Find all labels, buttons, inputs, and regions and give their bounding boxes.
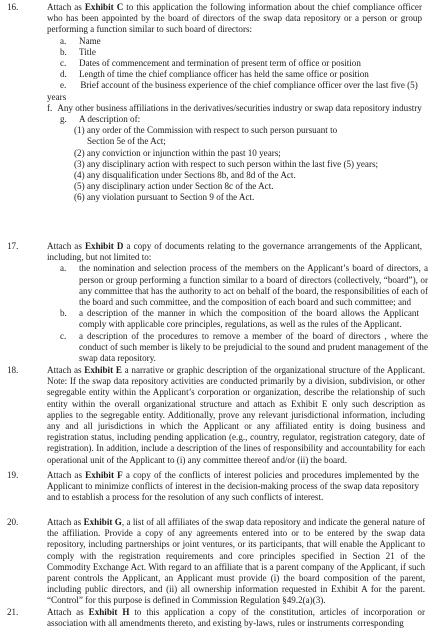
- list-item: [60, 58, 429, 69]
- item-number: 19.: [7, 470, 19, 480]
- list-item: [60, 114, 429, 125]
- list-text: Title: [79, 46, 96, 57]
- paragraph-text: , a list of all affiliates of the swap data repository and indicate the general nature of the affiliation. Provide a copy of any agreements entered into or to be entered by the swap data repository, including partnerships or joint ventures, or its participants, that will enable the Applicant to comply with the registration requirements and core principles specified in Section 21 of the Commodity Exchange Act. With regard to an affiliate that is a parent company of the Applicant, if such parent controls the Applicant, an Applicant must provide (i) the board composition of the parent, including public directors, and (ii) all ownership information requested in Exhibit A for the parent. “Control” for this purpose is defined in Commission Regulation §49.2(a)(3).: [47, 517, 425, 606]
- lead-text: Attach as: [47, 470, 86, 480]
- list-text: (3) any disciplinary action with respect to such person within the last five (5) years;: [74, 158, 379, 169]
- item-paragraph: [47, 517, 425, 607]
- list-item: [47, 103, 429, 114]
- list-text: (1) any order of the Commission with respect to such person pursuant to Section 5e of the Act;: [74, 125, 338, 147]
- item-body: [47, 470, 429, 504]
- exhibit-label: Exhibit C: [84, 2, 124, 12]
- list-text: Any other business affiliations in the derivatives/securities industry or swap data repository industry: [57, 102, 422, 113]
- paragraph-text: a copy of documents relating to the governance arrangements of the Applicant, including, but not limited to:: [47, 241, 422, 263]
- list-label: d.: [60, 69, 67, 80]
- item-paragraph: [47, 607, 425, 629]
- list-label: b.: [60, 308, 67, 319]
- list-item: [60, 263, 429, 308]
- list-item: [60, 69, 429, 80]
- paragraph-text: to this application the following information about the chief compliance officer who has been appointed by the board of directors of the swap data repository or a person or group performing a function similar to such board of directors:: [47, 2, 422, 35]
- item-number: 17.: [7, 241, 19, 251]
- exhibit-label: Exhibit D: [84, 241, 124, 251]
- paragraph-text: a copy of the conflicts of interest policies and procedures implemented by the Applicant to minimize conflicts of interest in the decision-making process of the swap data repository and to establish a process for the resolution of any such conflicts of interest.: [47, 470, 420, 503]
- list-text: Brief account of the business experience of the chief compliance officer over the last five (5) years: [47, 80, 418, 102]
- lead-text: Attach as: [47, 607, 89, 617]
- list-text: (5) any disciplinary action under Section 8c of the Act.: [74, 181, 274, 192]
- lead-text: Attach as: [47, 517, 84, 527]
- item-body: [47, 607, 429, 629]
- lead-text: Attach as: [47, 2, 85, 12]
- list-text: a description of the manner in which the composition of the board allows the Applicant comply with applicable core principles, regulations, as well as the rules of the Applicant.: [79, 308, 419, 330]
- item-number: 16.: [7, 2, 19, 12]
- list-label: g.: [60, 114, 67, 125]
- item-body: [47, 241, 429, 364]
- list-text: Length of time the chief compliance officer has held the same office or position: [79, 69, 369, 80]
- list-item: [60, 36, 429, 47]
- item-number: 20.: [7, 517, 19, 527]
- list-item: [60, 308, 429, 330]
- item-paragraph: [47, 365, 425, 466]
- list-label: c.: [60, 330, 67, 341]
- exhibit-label: Exhibit G: [83, 517, 122, 527]
- list-text: (2) any conviction or injunction within the past 10 years;: [74, 147, 281, 158]
- item-paragraph: [47, 241, 422, 263]
- list-text: (6) any violation pursuant to Section 9 of the Act.: [74, 192, 255, 203]
- paragraph-text: a narrative or graphic description of the organizational structure of the Applicant. Note: If the swap data repository activities are conducted primarily by a division, subdivision, or other segregable entity within the Applicant’s corporation or organization, describe the relationship of such entity within the overall organizational structure and attach as Exhibit E only such description as applies to the segregable entity. Additionally, prove any relevant jurisdictional information, including any and all jurisdictions in which the Applicant or any affiliated entity is doing business and registration status, including pending application (e.g., country, regulator, registration category, date of registration). In addition, include a description of the lines of responsibility and accountability for each operational unit of the Applicant to (i) any committee thereof and/or (ii) the board.: [47, 365, 425, 465]
- exhibit-label: Exhibit E: [84, 365, 122, 375]
- list-label: b.: [60, 46, 67, 57]
- list-text: a description of the procedures to remove a member of the board of directors , where the conduct of such member is likely to be prejudicial to the sound and prudent management of the swap data repository.: [79, 330, 428, 364]
- list-text: (4) any disqualification under Sections 8b, and 8d of the Act.: [74, 170, 296, 181]
- list-item: [60, 331, 429, 365]
- item-paragraph: [47, 2, 422, 36]
- lead-text: Attach as: [47, 241, 85, 251]
- list-label: a.: [60, 35, 67, 46]
- list-label: f.: [47, 102, 53, 113]
- exhibit-label: Exhibit F: [85, 470, 123, 480]
- list-text: A description of:: [79, 114, 141, 125]
- item-body: [47, 2, 429, 204]
- item-number: 18.: [7, 365, 19, 375]
- list-item: [47, 80, 429, 102]
- list-label: c.: [60, 58, 67, 69]
- paragraph-text: to this application a copy of the constitution, articles of incorporation or association with all amendments thereto, and existing by-laws, rules or instruments corresponding: [47, 607, 425, 629]
- item-paragraph: [47, 470, 419, 504]
- list-label: a.: [60, 263, 67, 274]
- sublist: [74, 125, 379, 203]
- list-text: Dates of commencement and termination of present term of office or position: [79, 58, 361, 69]
- item-body: [47, 365, 429, 466]
- list-text: Name: [79, 35, 101, 46]
- exhibit-label: Exhibit H: [88, 607, 130, 617]
- list-item: [60, 47, 429, 58]
- lead-text: Attach as: [47, 365, 85, 375]
- list-text: the nomination and selection process of the members on the Applicant’s board of directors, a person or group performing a function similar to a board of directors (collectively, “board”), or any committee that has the authority to act on behalf of the board, the responsibilities of each of the board and such committee, and the composition of each board and such committee; and: [79, 263, 428, 308]
- list-label: e.: [60, 80, 67, 91]
- item-number: 21.: [7, 607, 19, 617]
- item-body: [47, 517, 429, 607]
